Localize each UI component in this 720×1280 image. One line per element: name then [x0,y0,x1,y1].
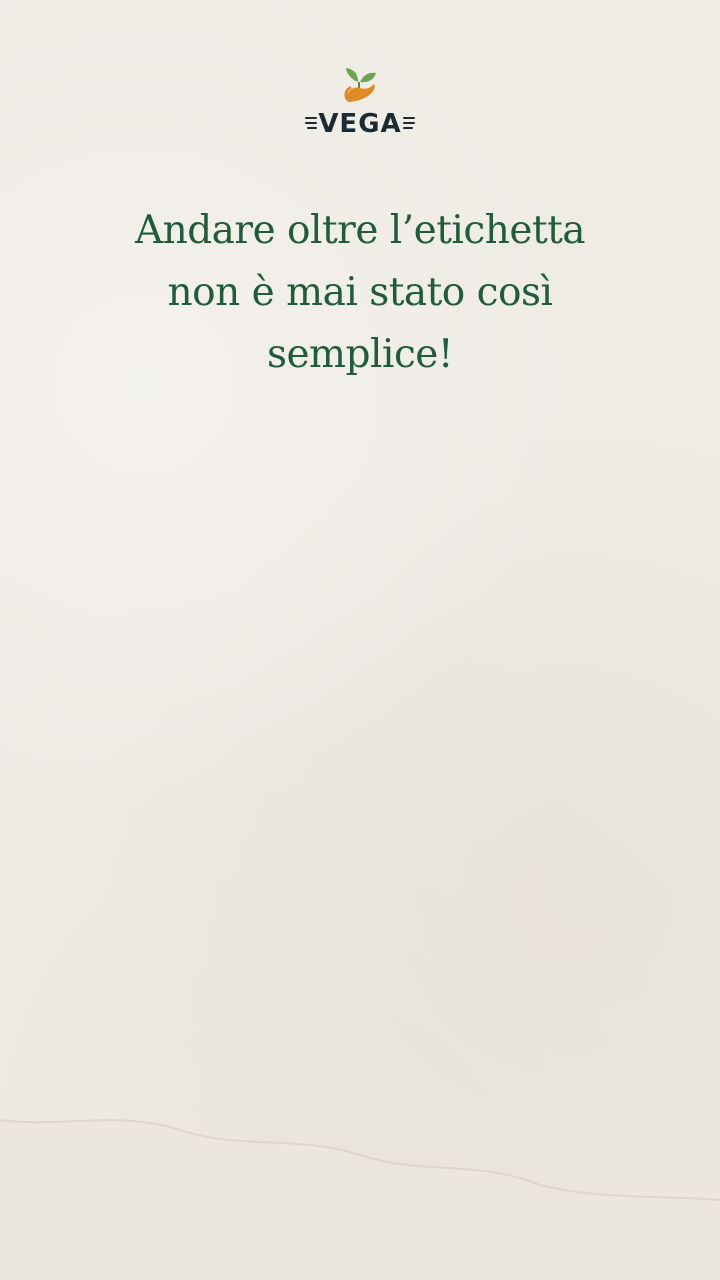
hand-icon [346,84,375,102]
torn-paper-edge [0,1100,720,1280]
left-lines-decoration [306,118,316,128]
brand-name: VEGA [318,109,402,139]
vega-logo [300,62,420,142]
right-lines-decoration [404,118,414,128]
headline: Andare oltre l’etichetta non è mai stato così semplice! [134,208,586,377]
